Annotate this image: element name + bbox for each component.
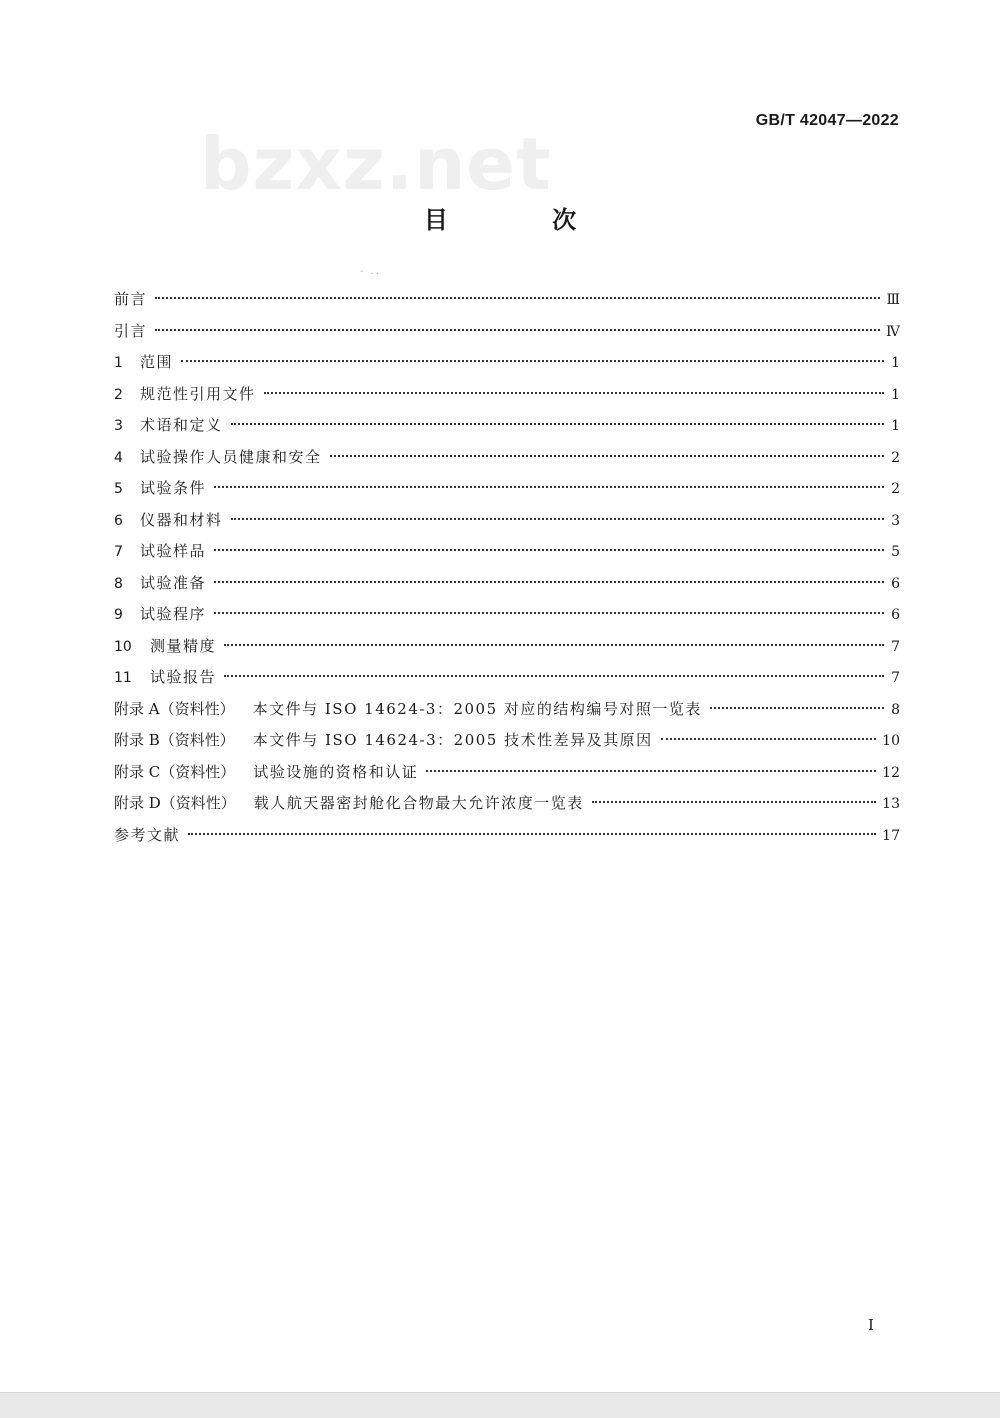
toc-entry-page: 2	[891, 481, 900, 497]
toc-entry-page: 6	[891, 607, 900, 623]
toc-entry-page: Ⅳ	[886, 323, 900, 340]
standard-code: GB/T 42047—2022	[755, 112, 899, 129]
toc-entry[interactable]	[114, 568, 900, 600]
toc-entry-label: 规范性引用文件	[140, 384, 256, 403]
toc-entry[interactable]	[114, 442, 900, 474]
table-of-contents	[114, 284, 900, 851]
toc-entry-number: 2	[114, 386, 123, 403]
toc-entry-label: 引言	[114, 321, 148, 340]
toc-entry[interactable]	[114, 599, 900, 631]
toc-dot-leader	[661, 738, 877, 740]
toc-entry-label: 测量精度	[150, 636, 217, 655]
toc-entry-label: 范围	[140, 353, 174, 371]
toc-entry-label: 试验操作人员健康和安全	[140, 447, 322, 466]
toc-entry-page: 6	[891, 575, 900, 592]
toc-entry-number: 1	[114, 355, 123, 371]
toc-dot-leader	[214, 581, 884, 583]
toc-entry-page: 13	[882, 796, 900, 812]
toc-entry[interactable]	[114, 347, 900, 379]
watermark: bzxz.net	[200, 122, 552, 206]
toc-entry-page: 1	[891, 355, 900, 371]
toc-entry-number: 9	[114, 607, 123, 623]
toc-entry-number: 6	[114, 512, 123, 529]
toc-dot-leader	[264, 392, 884, 394]
toc-entry-page: 8	[891, 701, 900, 718]
toc-dot-leader	[426, 770, 876, 772]
toc-entry[interactable]	[114, 725, 900, 757]
toc-entry-page: 10	[882, 733, 900, 749]
toc-entry[interactable]	[114, 662, 900, 694]
toc-entry-number: 8	[114, 575, 123, 592]
toc-entry-number: 3	[114, 418, 123, 434]
toc-entry[interactable]	[114, 788, 900, 820]
toc-entry[interactable]	[114, 536, 900, 568]
toc-entry[interactable]	[114, 820, 900, 852]
toc-dot-leader	[214, 549, 884, 551]
toc-entry-label: 试验报告	[150, 668, 217, 686]
toc-dot-leader	[188, 833, 876, 835]
toc-dot-leader	[224, 644, 884, 646]
toc-entry-page: 3	[891, 512, 900, 529]
viewer-bottom-bar	[0, 1392, 1000, 1418]
toc-entry-label: 本文件与 ISO 14624-3：2005 对应的结构编号对照一览表	[252, 699, 702, 718]
toc-entry-number: 11	[114, 670, 132, 686]
toc-entry-label: 术语和定义	[140, 416, 223, 434]
toc-dot-leader	[224, 675, 884, 677]
toc-entry-label: 试验条件	[140, 479, 207, 497]
toc-entry-label: 试验准备	[140, 573, 207, 592]
toc-dot-leader	[155, 329, 880, 331]
toc-dot-leader	[592, 801, 876, 803]
toc-entry-page: 1	[891, 386, 900, 403]
toc-entry[interactable]	[114, 284, 900, 316]
toc-entry-label: 本文件与 ISO 14624-3：2005 技术性差异及其原因	[252, 731, 653, 749]
toc-entry-page: 12	[882, 764, 900, 781]
toc-entry-appendix: 附录 C（资料性）	[114, 762, 236, 781]
toc-entry[interactable]	[114, 410, 900, 442]
toc-entry-number: 10	[114, 638, 132, 655]
toc-dot-leader	[231, 518, 884, 520]
toc-entry-page: 7	[891, 638, 900, 655]
toc-entry[interactable]	[114, 757, 900, 789]
toc-dot-leader	[181, 360, 884, 362]
toc-entry-label: 仪器和材料	[140, 510, 223, 529]
toc-dot-leader	[330, 455, 884, 457]
toc-entry-appendix: 附录 B（资料性）	[114, 731, 235, 749]
toc-entry-number: 7	[114, 544, 123, 560]
scan-speck: - ..	[360, 266, 381, 277]
toc-entry-page: 2	[891, 449, 900, 466]
toc-entry-label: 前言	[114, 290, 148, 308]
toc-dot-leader	[214, 486, 884, 488]
toc-dot-leader	[214, 612, 884, 614]
toc-entry-page: Ⅲ	[886, 292, 900, 308]
toc-entry[interactable]	[114, 505, 900, 537]
toc-entry-page: 5	[891, 544, 900, 560]
page-title: 目 次	[423, 206, 625, 234]
toc-entry[interactable]	[114, 631, 900, 663]
toc-entry-label: 试验设施的资格和认证	[253, 762, 419, 781]
toc-entry-page: 1	[891, 418, 900, 434]
toc-entry[interactable]	[114, 316, 900, 348]
toc-entry[interactable]	[114, 379, 900, 411]
toc-entry-number: 4	[114, 449, 123, 466]
toc-entry-page: 17	[882, 827, 900, 844]
toc-entry-label: 参考文献	[114, 825, 181, 844]
toc-entry-number: 5	[114, 481, 123, 497]
page-number: Ⅰ	[868, 1316, 874, 1334]
toc-entry-label: 载人航天器密封舱化合物最大允许浓度一览表	[253, 794, 584, 812]
toc-entry-appendix: 附录 D（资料性）	[114, 794, 236, 812]
toc-dot-leader	[231, 423, 884, 425]
toc-entry-label: 试验程序	[140, 605, 207, 623]
toc-entry[interactable]	[114, 694, 900, 726]
toc-dot-leader	[710, 707, 884, 709]
toc-entry-page: 7	[891, 670, 900, 686]
toc-dot-leader	[155, 297, 880, 299]
toc-entry-label: 试验样品	[140, 542, 207, 560]
toc-entry[interactable]	[114, 473, 900, 505]
toc-entry-appendix: 附录 A（资料性）	[114, 699, 235, 718]
